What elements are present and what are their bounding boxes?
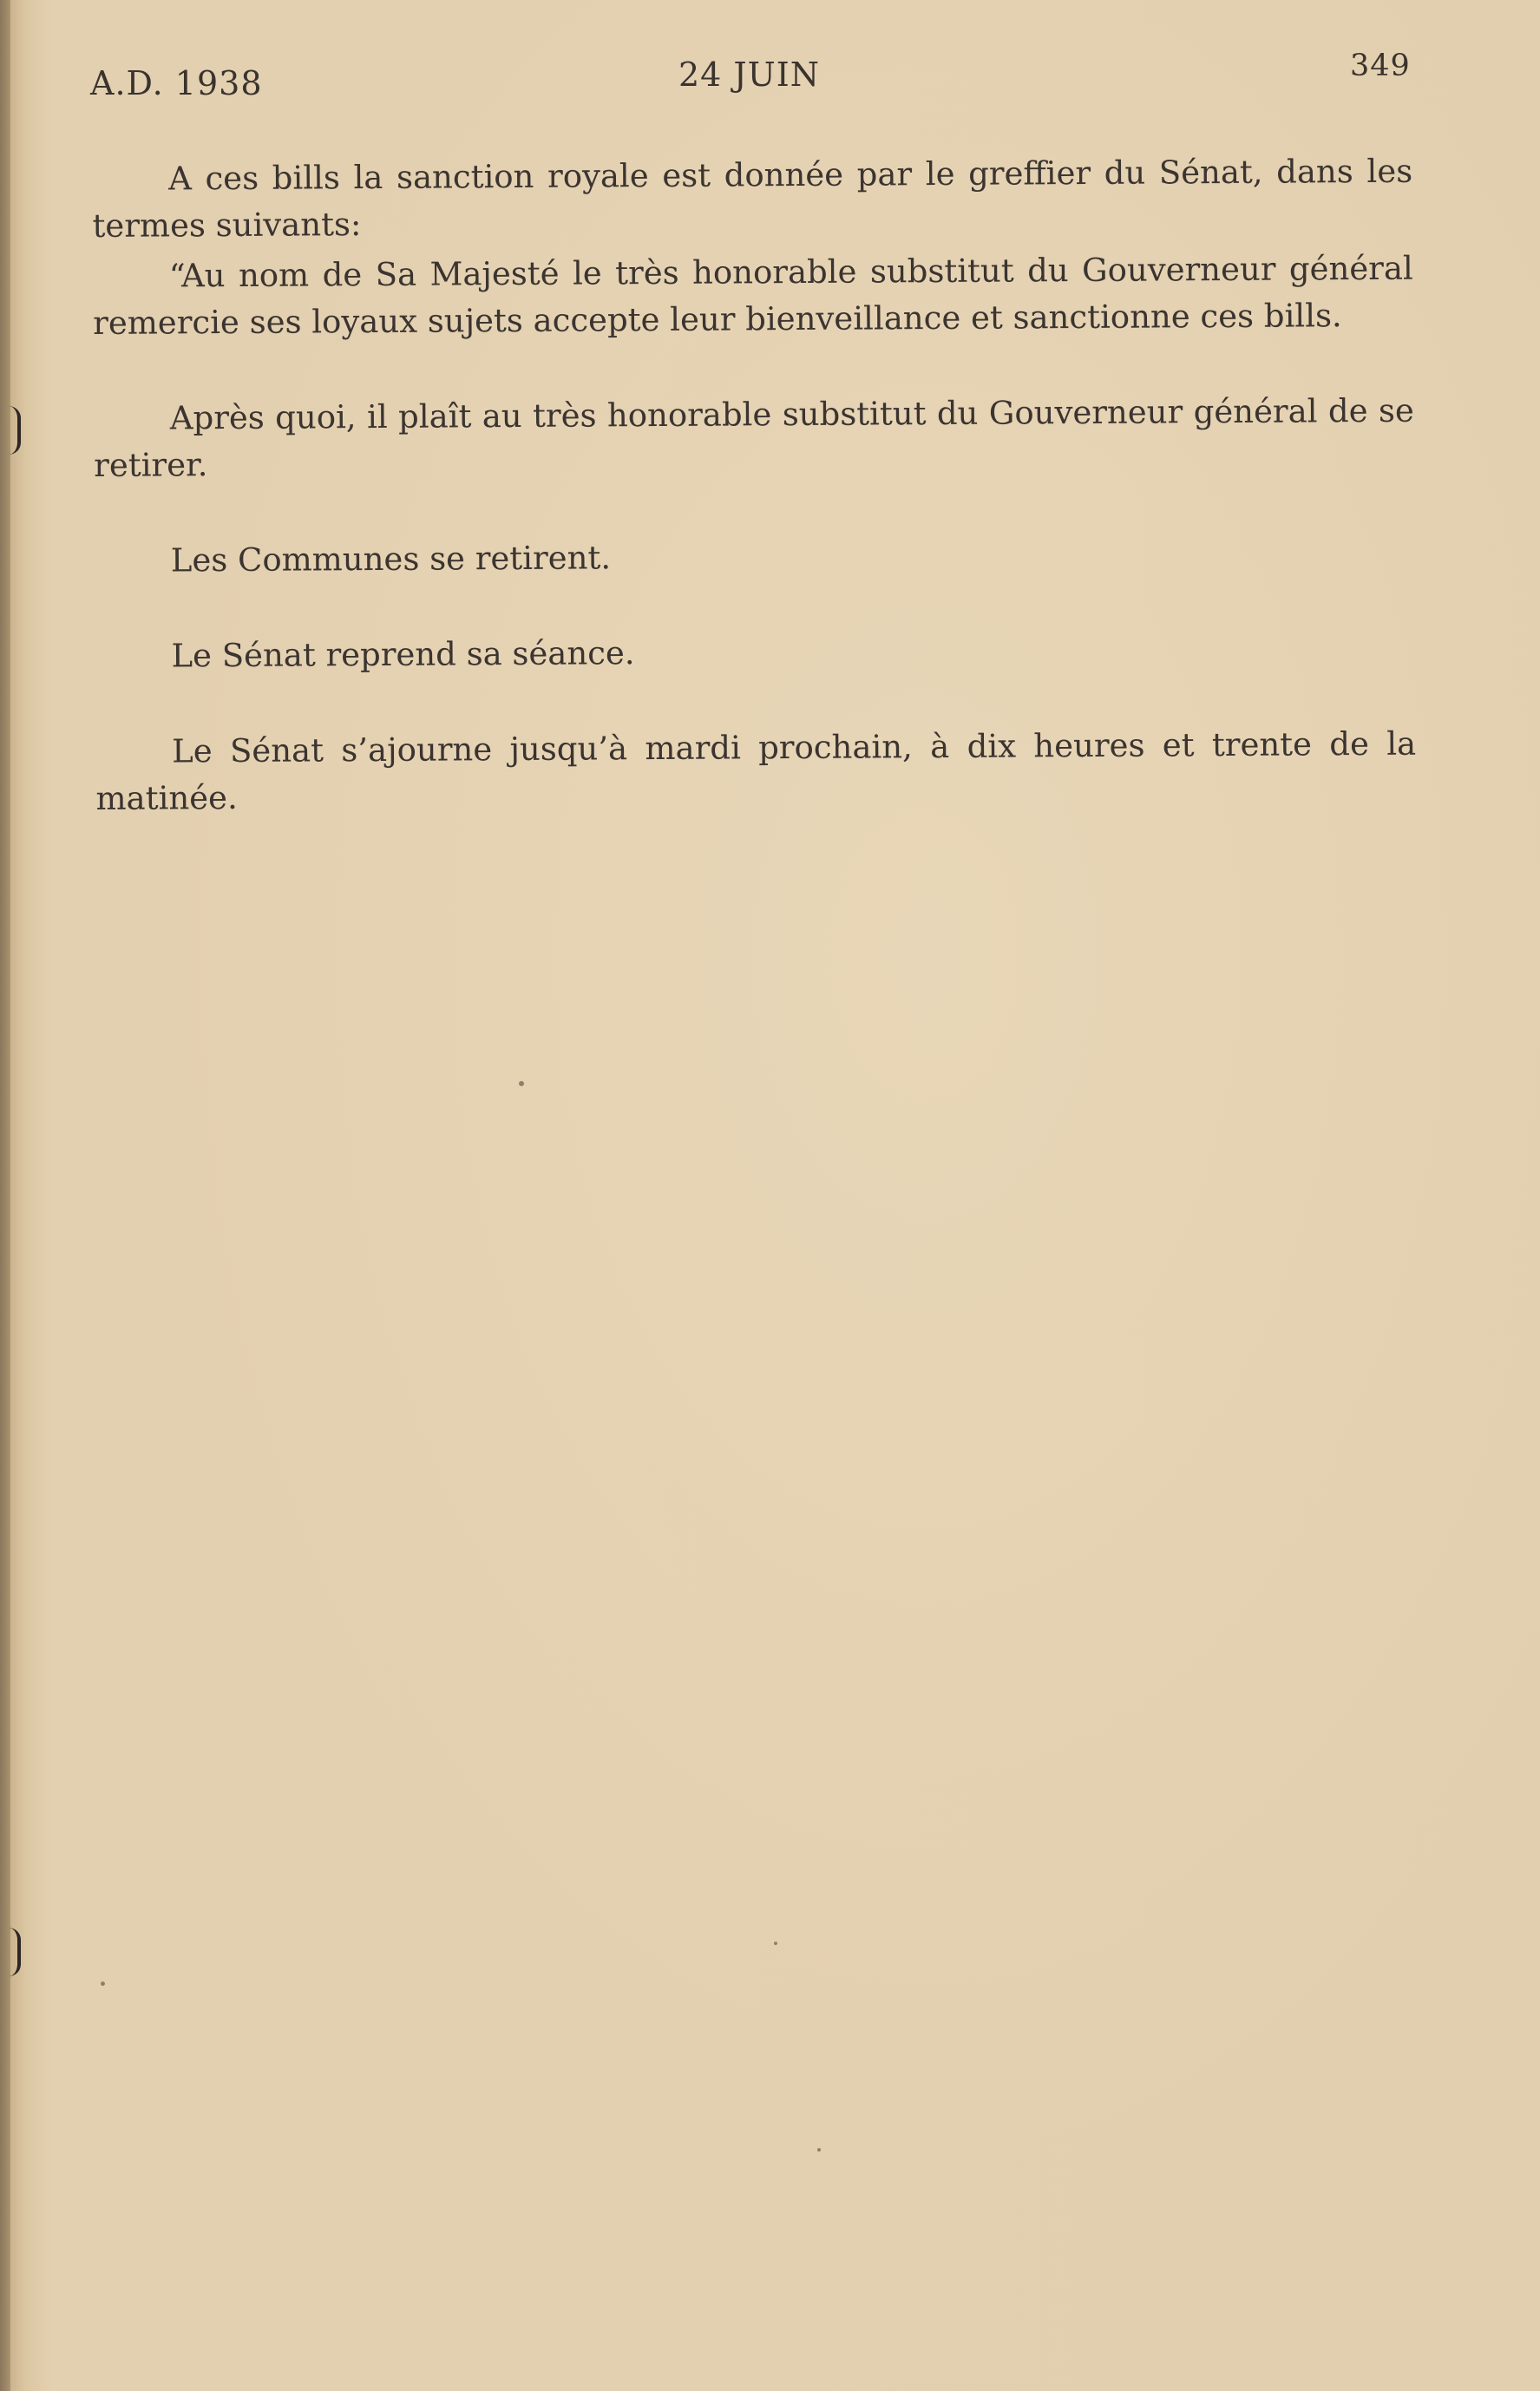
paper-speck <box>817 2148 821 2152</box>
binding-mark-upper <box>9 406 21 455</box>
paragraph-governor-retires: Après quoi, il plaît au très honorable substitut du Gouverneur général de se retirer. <box>94 391 1414 484</box>
binding-edge <box>0 0 10 2391</box>
paragraph-senate-adjourns: Le Sénat s’ajourne jusqu’à mardi prochain, à dix heures et trente de la matinée. <box>95 724 1417 817</box>
binding-mark-lower <box>9 1928 21 1976</box>
paragraph-senate-resumes: Le Sénat reprend sa séance. <box>171 634 635 675</box>
body-text <box>92 148 1417 822</box>
paper-speck <box>101 1982 105 1986</box>
running-head-date: 24 JUIN <box>678 56 820 94</box>
paragraph-commons-withdraw: Les Communes se retirent. <box>170 539 612 580</box>
page-number: 349 <box>1350 49 1411 83</box>
paragraph-royal-assent: A ces bills la sanction royale est donnée par le greffier du Sénat, dans les termes suivants: <box>92 152 1413 245</box>
paragraph-assent-formula: “Au nom de Sa Majesté le très honorable substitut du Gouverneur général remercie ses loyaux sujets accepte leur bienveillance et sanctionne ces bills. <box>93 249 1413 342</box>
paper-speck <box>519 1081 524 1086</box>
paper-speck <box>774 1942 777 1945</box>
running-head-year: A.D. 1938 <box>90 64 263 102</box>
